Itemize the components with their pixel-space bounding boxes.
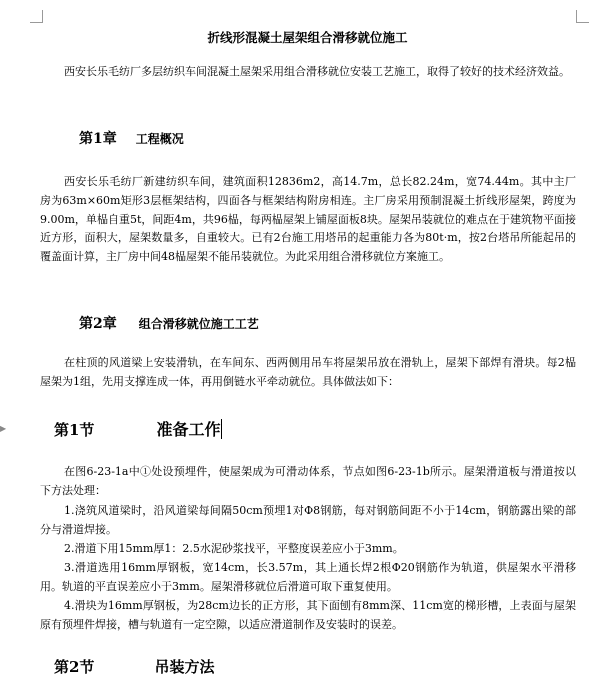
text-cursor bbox=[221, 419, 222, 439]
margin-indicator-icon: ▶ bbox=[0, 424, 7, 433]
section-2-heading bbox=[54, 656, 214, 677]
section-1-item-4: 4.滑块为16mm厚钢板，为28cm边长的正方形，其下面刨有8mm深、11cm宽的梯形槽，上表面与屋架原有预埋件焊接，槽与轨道有一定空隙，以适应滑道制作及安装时的误差。 bbox=[40, 599, 576, 631]
crop-mark-top-left bbox=[30, 10, 43, 23]
section-1-item-1: 1.浇筑风道梁时，沿风道梁每间隔50cm预埋1对Φ8钢筋，每对钢筋间距不小于14cm，钢筋露出梁的部分与滑道焊接。 bbox=[40, 504, 576, 536]
section-2-number: 第2节 bbox=[54, 658, 95, 676]
document-title: 折线形混凝土屋架组合滑移就位施工 bbox=[207, 30, 408, 45]
chapter-1-title: 工程概况 bbox=[135, 132, 184, 146]
section-1-title: 准备工作 bbox=[156, 420, 221, 439]
chapter-1-body: 西安长乐毛纺厂新建纺织车间，建筑面积12836m2，高14.7m，总长82.24m，宽74.44m。其中主厂房为63m×60m矩形3层框架结构，四面各与框架结构附房相连。主厂房采用预制混凝土折线形屋架，跨度为9.00m，单榀自重5t，间距4m，共96榀，每两榀屋架上铺屋面板8块。屋架吊装就位的难点在于建筑物平面接近方形，面积大，屋架数量多，自重较大。已有2台施工用塔吊的起重能力各为80t·m，按2台塔吊所能起吊的覆盖面计算，主厂房中间48榀屋架不能吊装就位。为此采用组合滑移就位方案施工。 bbox=[40, 175, 576, 264]
section-1-item-2: 2.滑道下用15mm厚1：2.5水泥砂浆找平，平整度误差应小于3mm。 bbox=[64, 542, 404, 555]
chapter-2-number: 第2章 bbox=[79, 316, 117, 332]
chapter-1-heading bbox=[79, 128, 184, 148]
chapter-2-title: 组合滑移就位施工工艺 bbox=[138, 317, 259, 331]
intro-paragraph: 西安长乐毛纺厂多层纺织车间混凝土屋架采用组合滑移就位安装工艺施工，取得了较好的技术经济效益。 bbox=[64, 65, 570, 78]
chapter-2-body: 在柱顶的风道梁上安装滑轨，在车间东、西两侧用吊车将屋架吊放在滑轨上，屋架下部焊有滑块。每2榀屋架为1组，先用支撑连成一体，再用倒链水平牵动就位。具体做法如下： bbox=[40, 356, 576, 388]
section-1-item-3: 3.滑道选用16mm厚钢板，宽14cm，长3.57m，其上通长焊2根Φ20钢筋作为轨道，供屋架水平滑移用。轨道的平直误差应小于3mm。屋架滑移就位后滑道可取下重复使用。 bbox=[40, 561, 576, 593]
section-1-number: 第1节 bbox=[54, 421, 95, 439]
section-1-heading bbox=[54, 417, 222, 440]
chapter-1-number: 第1章 bbox=[79, 131, 117, 147]
section-2-title: 吊装方法 bbox=[154, 658, 215, 676]
chapter-2-heading bbox=[79, 313, 259, 333]
section-1-intro: 在图6-23-1a中①处设预埋件，使屋架成为可滑动体系，节点如图6-23-1b所示。屋架滑道板与滑道按以下方法处理： bbox=[40, 465, 576, 497]
crop-mark-top-right bbox=[576, 10, 589, 23]
